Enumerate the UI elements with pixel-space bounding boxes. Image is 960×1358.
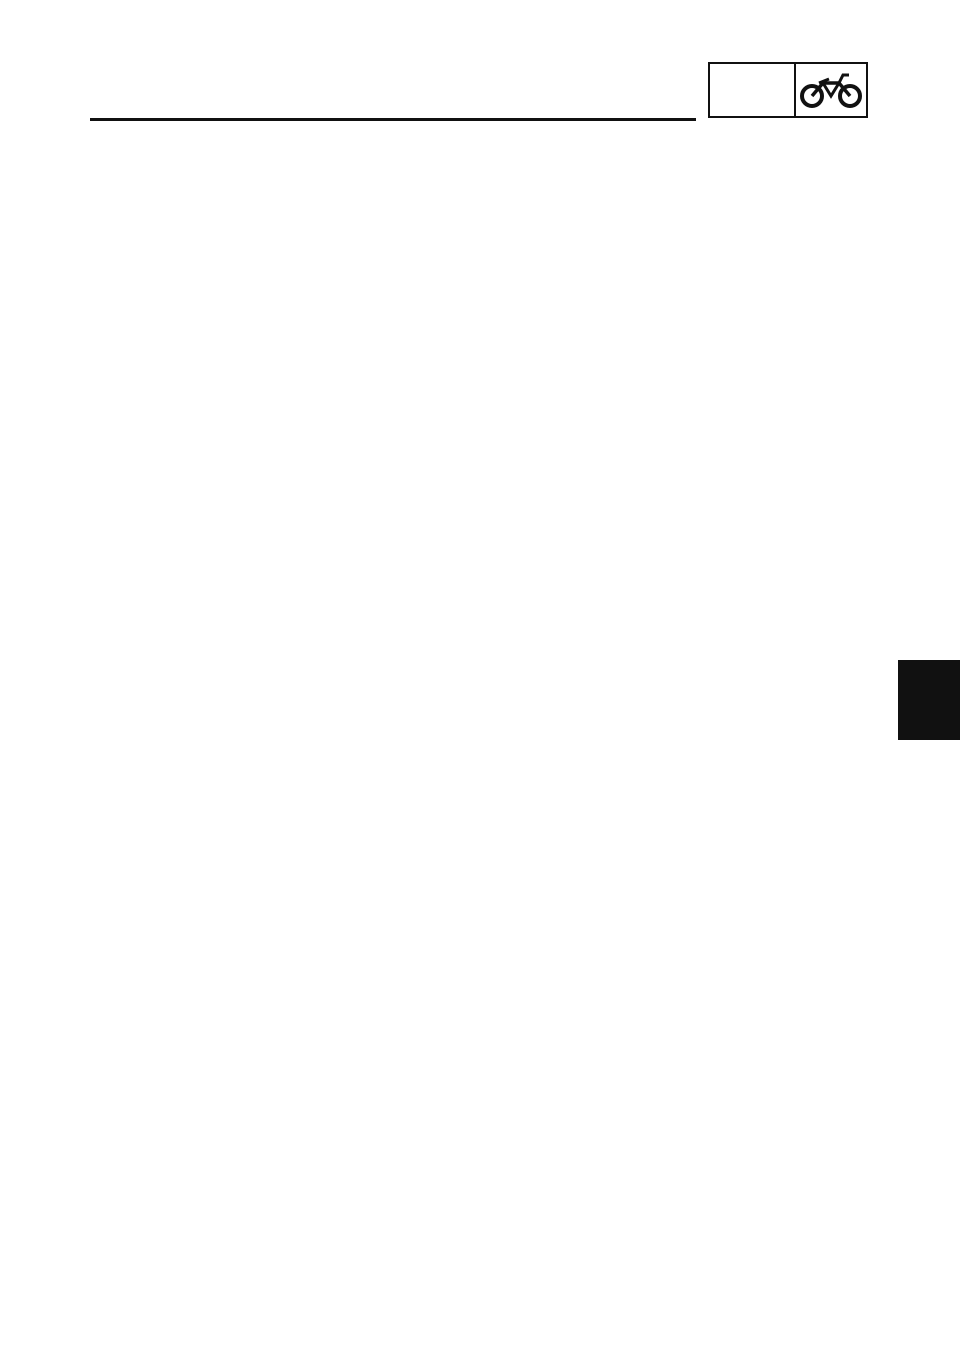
motorcycle-icon — [796, 64, 866, 116]
chapter-code — [710, 64, 796, 116]
chapter-box — [708, 62, 868, 118]
header-rule — [90, 118, 696, 121]
chapter-tab[interactable] — [898, 660, 960, 740]
